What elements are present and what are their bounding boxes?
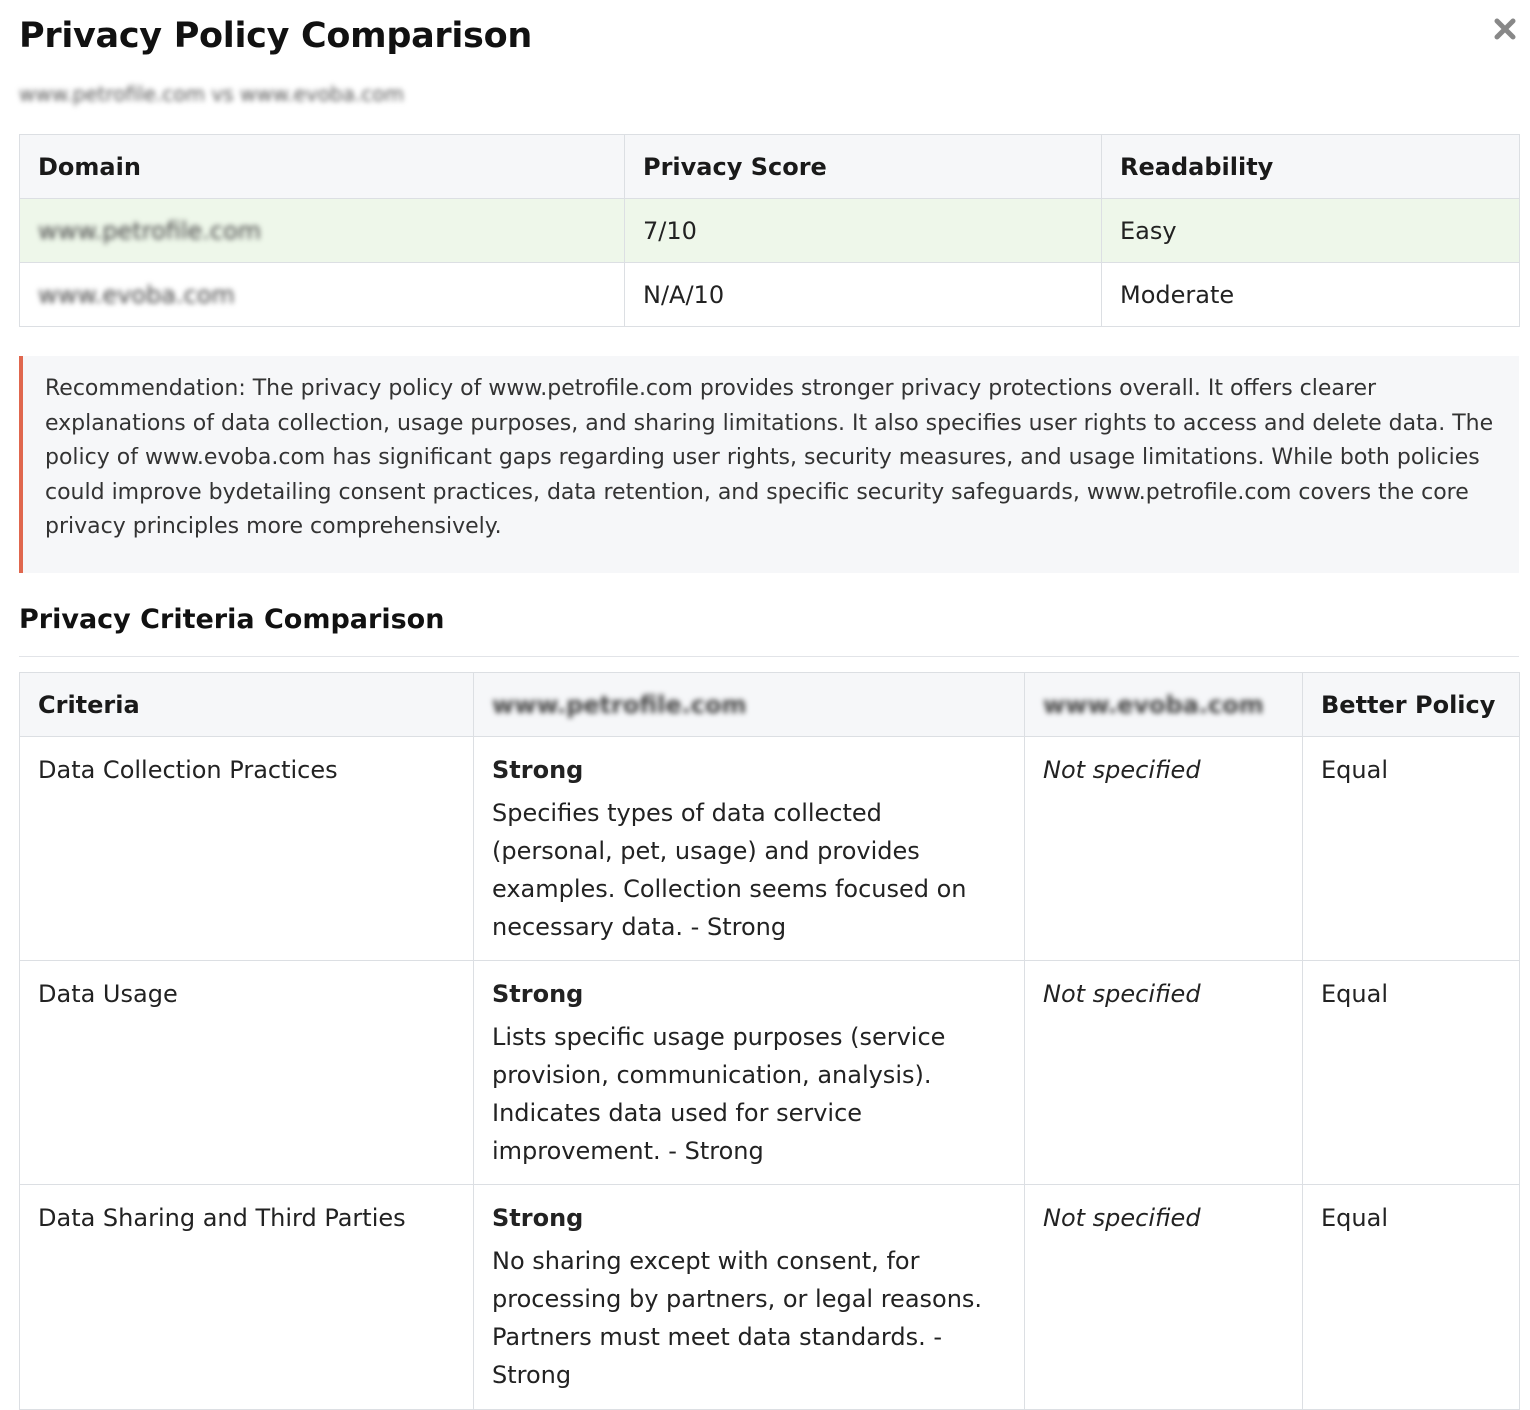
readability-cell: Easy <box>1102 199 1520 263</box>
rating-detail: Lists specific usage purposes (service provision, communication, analysis). Indicates data used for service improvement. - Strong <box>492 1023 946 1165</box>
table-row <box>20 737 1520 961</box>
better-policy-cell: Equal <box>1303 1185 1520 1410</box>
criteria-header-row <box>20 673 1520 737</box>
score-cell: N/A/10 <box>625 263 1102 327</box>
summary-table <box>19 134 1520 327</box>
close-button[interactable] <box>1492 16 1518 42</box>
recommendation-label: Recommendation: <box>45 376 246 401</box>
rating-detail: Specifies types of data collected (personal, pet, usage) and provides examples. Collection seems focused on necessary data. - Strong <box>492 799 967 941</box>
site1-cell <box>474 1185 1025 1410</box>
header-better-policy: Better Policy <box>1303 673 1520 737</box>
score-cell: 7/10 <box>625 199 1102 263</box>
rating-label: Strong <box>492 980 584 1008</box>
site1-cell <box>474 737 1025 961</box>
rating-label: Strong <box>492 1204 584 1232</box>
close-icon <box>1492 16 1518 42</box>
header-privacy-score: Privacy Score <box>625 135 1102 199</box>
domain-cell: www.petrofile.com <box>20 199 625 263</box>
rating-label: Strong <box>492 756 584 784</box>
criteria-cell: Data Usage <box>20 961 474 1185</box>
better-policy-cell: Equal <box>1303 961 1520 1185</box>
criteria-table <box>19 672 1520 1410</box>
recommendation-text: The privacy policy of www.petrofile.com provides stronger privacy protections overall. It offers clearer explanations of data collection, usage purposes, and sharing limitations. It also specifies user rights to access and delete data. The policy of www.evoba.com has significant gaps regarding user rights, security measures, and usage limitations. While both policies could improve bydetailing consent practices, data retention, and specific security safeguards, www.petrofile.com covers the core privacy principles more comprehensively. <box>45 376 1494 539</box>
summary-row <box>20 263 1520 327</box>
site1-cell <box>474 961 1025 1185</box>
section-divider <box>19 656 1519 657</box>
header-domain: Domain <box>20 135 625 199</box>
summary-header-row <box>20 135 1520 199</box>
header-site1: www.petrofile.com <box>474 673 1025 737</box>
header-site2: www.evoba.com <box>1025 673 1303 737</box>
site2-cell: Not specified <box>1025 737 1303 961</box>
summary-row <box>20 199 1520 263</box>
site2-cell: Not specified <box>1025 961 1303 1185</box>
section-title: Privacy Criteria Comparison <box>19 604 445 635</box>
recommendation-box <box>19 356 1519 573</box>
better-policy-cell: Equal <box>1303 737 1520 961</box>
criteria-cell: Data Collection Practices <box>20 737 474 961</box>
header-criteria: Criteria <box>20 673 474 737</box>
criteria-cell: Data Sharing and Third Parties <box>20 1185 474 1410</box>
table-row <box>20 961 1520 1185</box>
modal-title: Privacy Policy Comparison <box>19 16 532 56</box>
site2-cell: Not specified <box>1025 1185 1303 1410</box>
rating-detail: No sharing except with consent, for processing by partners, or legal reasons. Partners must meet data standards. - Strong <box>492 1247 983 1389</box>
domain-cell: www.evoba.com <box>20 263 625 327</box>
header-readability: Readability <box>1102 135 1520 199</box>
readability-cell: Moderate <box>1102 263 1520 327</box>
modal-subtitle: www.petrofile.com vs www.evoba.com <box>19 82 404 106</box>
table-row <box>20 1185 1520 1410</box>
